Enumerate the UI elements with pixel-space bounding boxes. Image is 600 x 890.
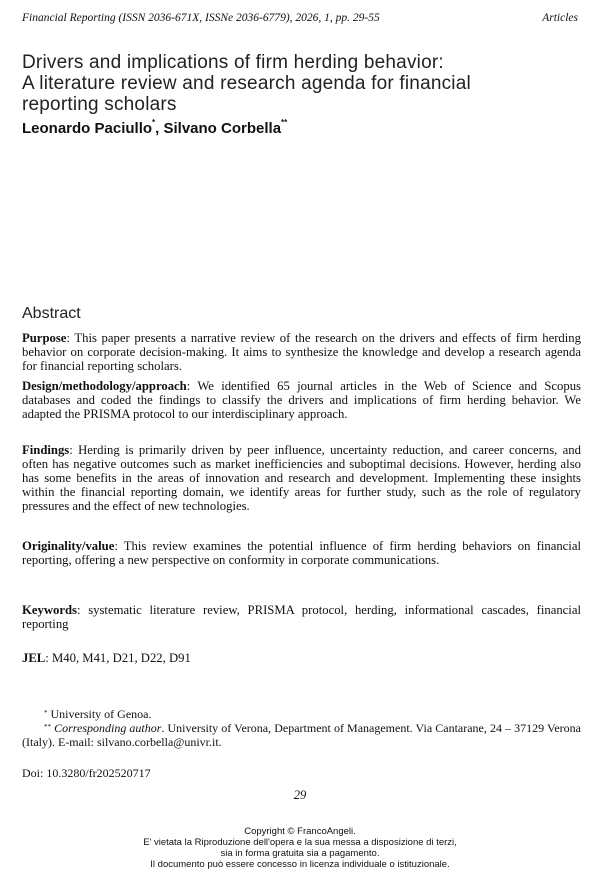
title-line-2: A literature review and research agenda for financial — [22, 73, 471, 94]
affiliation-mark: * — [152, 118, 156, 127]
page-number: 29 — [293, 788, 307, 802]
purpose-text: : This paper presents a narrative review of the research on the drivers and effects of firm herding behavior on corporate decision-making. It aims to synthesize the knowledge and develop a research agenda for financial reporting scholars. — [22, 331, 581, 373]
jel-codes — [22, 651, 581, 665]
affiliation-mark: ** — [281, 118, 288, 127]
keywords-label: Keywords — [22, 603, 77, 617]
design-label: Design/methodology/approach — [22, 379, 187, 393]
running-header — [22, 12, 578, 28]
abstract-heading: Abstract — [22, 305, 81, 322]
author-name: Silvano Corbella — [163, 120, 282, 137]
jel-label: JEL — [22, 651, 46, 665]
originality-text: : This review examines the potential influence of firm herding behaviors on financial reporting, offering a new perspective on conformity in corporate communications. — [22, 539, 581, 567]
originality-label: Originality/value — [22, 539, 115, 553]
author-list — [22, 120, 287, 137]
footnote-mark: * — [44, 709, 48, 717]
findings-text: : Herding is primarily driven by peer influence, uncertainty reduction, and career concerns, and often has negative outcomes such as market inefficiencies and suboptimal decisions. However, herding also has some benefits in the areas of innovation and research and development. Implementing these insights within the financial reporting domain, we identify areas for further study, such as the role of regulatory pressures and the effect of new technologies. — [22, 443, 581, 513]
purpose-label: Purpose — [22, 331, 67, 345]
author-separator: , — [155, 120, 164, 137]
journal-citation: Financial Reporting (ISSN 2036-671X, ISSNe 2036-6779), 2026, 1, pp. 29-55 — [22, 12, 380, 24]
footnote-affiliation-1 — [22, 707, 581, 721]
jel-text: : M40, M41, D21, D22, D91 — [45, 651, 191, 665]
keywords-text: : systematic literature review, PRISMA protocol, herding, informational cascades, financial reporting — [22, 603, 581, 631]
footnote-text: University of Genoa. — [47, 707, 152, 721]
article-title — [22, 52, 582, 115]
copyright-line-2: E' vietata la Riproduzione dell'opera e la sua messa a disposizione di terzi, — [143, 837, 457, 848]
abstract-design — [22, 379, 581, 421]
copyright-line-3: sia in forma gratuita sia a pagamento. — [220, 848, 380, 859]
section-label: Articles — [542, 12, 578, 24]
copyright-line-4: Il documento può essere concesso in licenza individuale o istituzionale. — [150, 859, 450, 870]
design-text: : We identified 65 journal articles in the Web of Science and Scopus databases and coded the findings to classify the drivers and implications of firm herding behavior. We adapted the PRISMA protocol to our interdisciplinary approach. — [22, 379, 581, 421]
corresponding-author-label: Corresponding author — [51, 721, 162, 735]
footnote-mark: ** — [44, 723, 51, 731]
author-name: Leonardo Paciullo — [22, 120, 153, 137]
footnote-affiliation-2 — [22, 721, 581, 749]
keywords — [22, 603, 581, 631]
title-line-3: reporting scholars — [22, 94, 177, 115]
title-line-1: Drivers and implications of firm herding behavior: — [22, 52, 444, 73]
abstract-findings — [22, 443, 581, 513]
doi: Doi: 10.3280/fr202520717 — [22, 766, 151, 780]
copyright-notice — [0, 826, 600, 870]
findings-label: Findings — [22, 443, 70, 457]
abstract-originality — [22, 539, 581, 567]
copyright-line-1: Copyright © FrancoAngeli. — [244, 826, 356, 837]
footnote-text: . University of Verona, Department of Management. Via Cantarane, 24 – 37129 Verona (Italy). E-mail: silvano.corbella@univr.it. — [22, 721, 582, 749]
abstract-purpose — [22, 331, 581, 373]
